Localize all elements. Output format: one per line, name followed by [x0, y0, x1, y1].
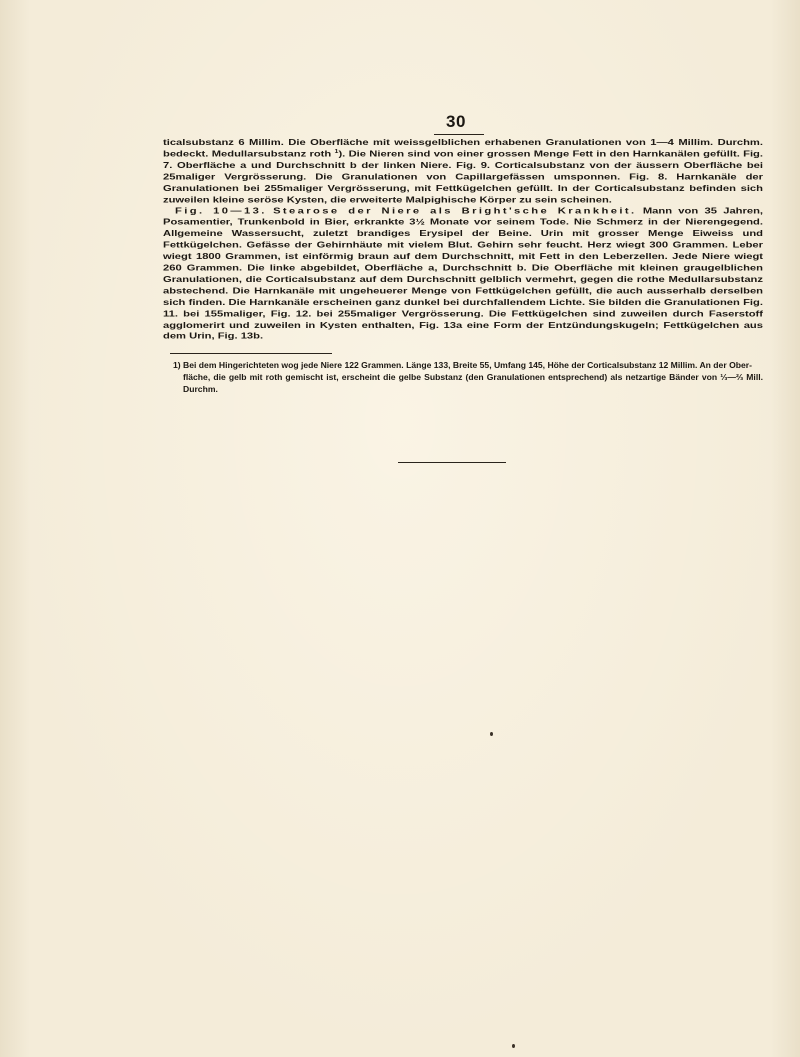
footnote-line-1: Bei dem Hingerichteten wog jede Niere 122 Grammen. Länge 133, Breite 55, Umfang 145, Höhe der Corticalsubstanz 12 Millim. An der Ober- [183, 360, 752, 370]
footnote [173, 359, 763, 395]
footnote-reference: 1 [334, 149, 339, 155]
footnote-rule [170, 353, 332, 354]
paragraph-1-text-a: ticalsubstanz 6 Millim. Die Oberfläche mit weissgelblichen erhabenen Granulationen von 1—4 Millim. Durchm. bedeckt. Medullarsubstanz roth [163, 138, 763, 159]
figure-reference: Fig. 10—13. [175, 207, 267, 216]
section-heading: Stearose der Niere als Bright'sche Krankheit. [273, 207, 637, 216]
page-number-rule [434, 134, 484, 135]
footnote-line-2: fläche, die gelb mit roth gemischt ist, erscheint die gelbe Substanz (den Granulationen entsprechend) als netzartige Bänder von ⅓—⅔ Mill. Durchm. [183, 372, 763, 394]
body-text [163, 138, 763, 343]
end-rule [398, 462, 506, 463]
paragraph-2-text: Mann von 35 Jahren, Posamentier, Trunkenbold in Bier, erkrankte 3½ Monate vor seinem Tode. Nie Schmerz in der Nierengegend. Allgemeine Wassersucht, zuletzt brandiges Erysipel der Beine. Urin mit grosser Menge Eiweiss und Fettkügelchen. Gefässe der Gehirnhäute mit vielem Blut. Gehirn sehr feucht. Herz wiegt 300 Grammen. Leber wiegt 1800 Grammen, ist einförmig braun auf dem Durchschnitt, mit Fett in den Leberzellen. Jede Niere wiegt 260 Grammen. Die linke abgebildet, Oberfläche a, Durchschnitt b. Die Oberfläche mit kleinen graugelblichen Granulationen, die Corticalsubstanz auf dem Durchschnitt gelblich vermehrt, gegen die rothe Medullarsubstanz abstechend. Die Harnkanäle mit ungeheuerer Menge von Fettkügelchen gefüllt, die auch ausserhalb derselben sich finden. Die Harnkanäle erscheinen ganz dunkel bei durchfallendem Lichte. Sie bilden die Granulationen Fig. 11. bei 155maliger, Fig. 12. bei 255maliger Vergrösserung. Die Fettkügelchen sind zuweilen durch Faserstoff agglomerirt und zuweilen in Kysten enthalten, Fig. 13a eine Form der Entzündungskugeln; Fettkügelchen aus dem Urin, Fig. 13b. [163, 207, 764, 342]
paragraph-1 [163, 138, 763, 206]
paragraph-1-text-b: ). Die Nieren sind von einer grossen Menge Fett in den Harnkanälen gefüllt. Fig. 7. Oberfläche a und Durchschnitt b der linken Niere. Fig. 9. Corticalsubstanz von der äussern Oberfläche bei 25maliger Vergrösserung. Die Granulationen von Capillargefässen umsponnen. Fig. 8. Harnkanäle der Granulationen bei 255maliger Vergrösserung, mit Fettkügelchen gefüllt. In der Corticalsubstanz befinden sich zuweilen kleine seröse Kysten, die erweiterte Malpighische Körper zu sein scheinen. [163, 150, 764, 205]
paragraph-2 [163, 206, 763, 343]
paper-speck [490, 732, 493, 736]
paper-speck [512, 1044, 515, 1048]
footnote-mark: 1) [173, 360, 181, 370]
page-number: 30 [446, 112, 466, 131]
